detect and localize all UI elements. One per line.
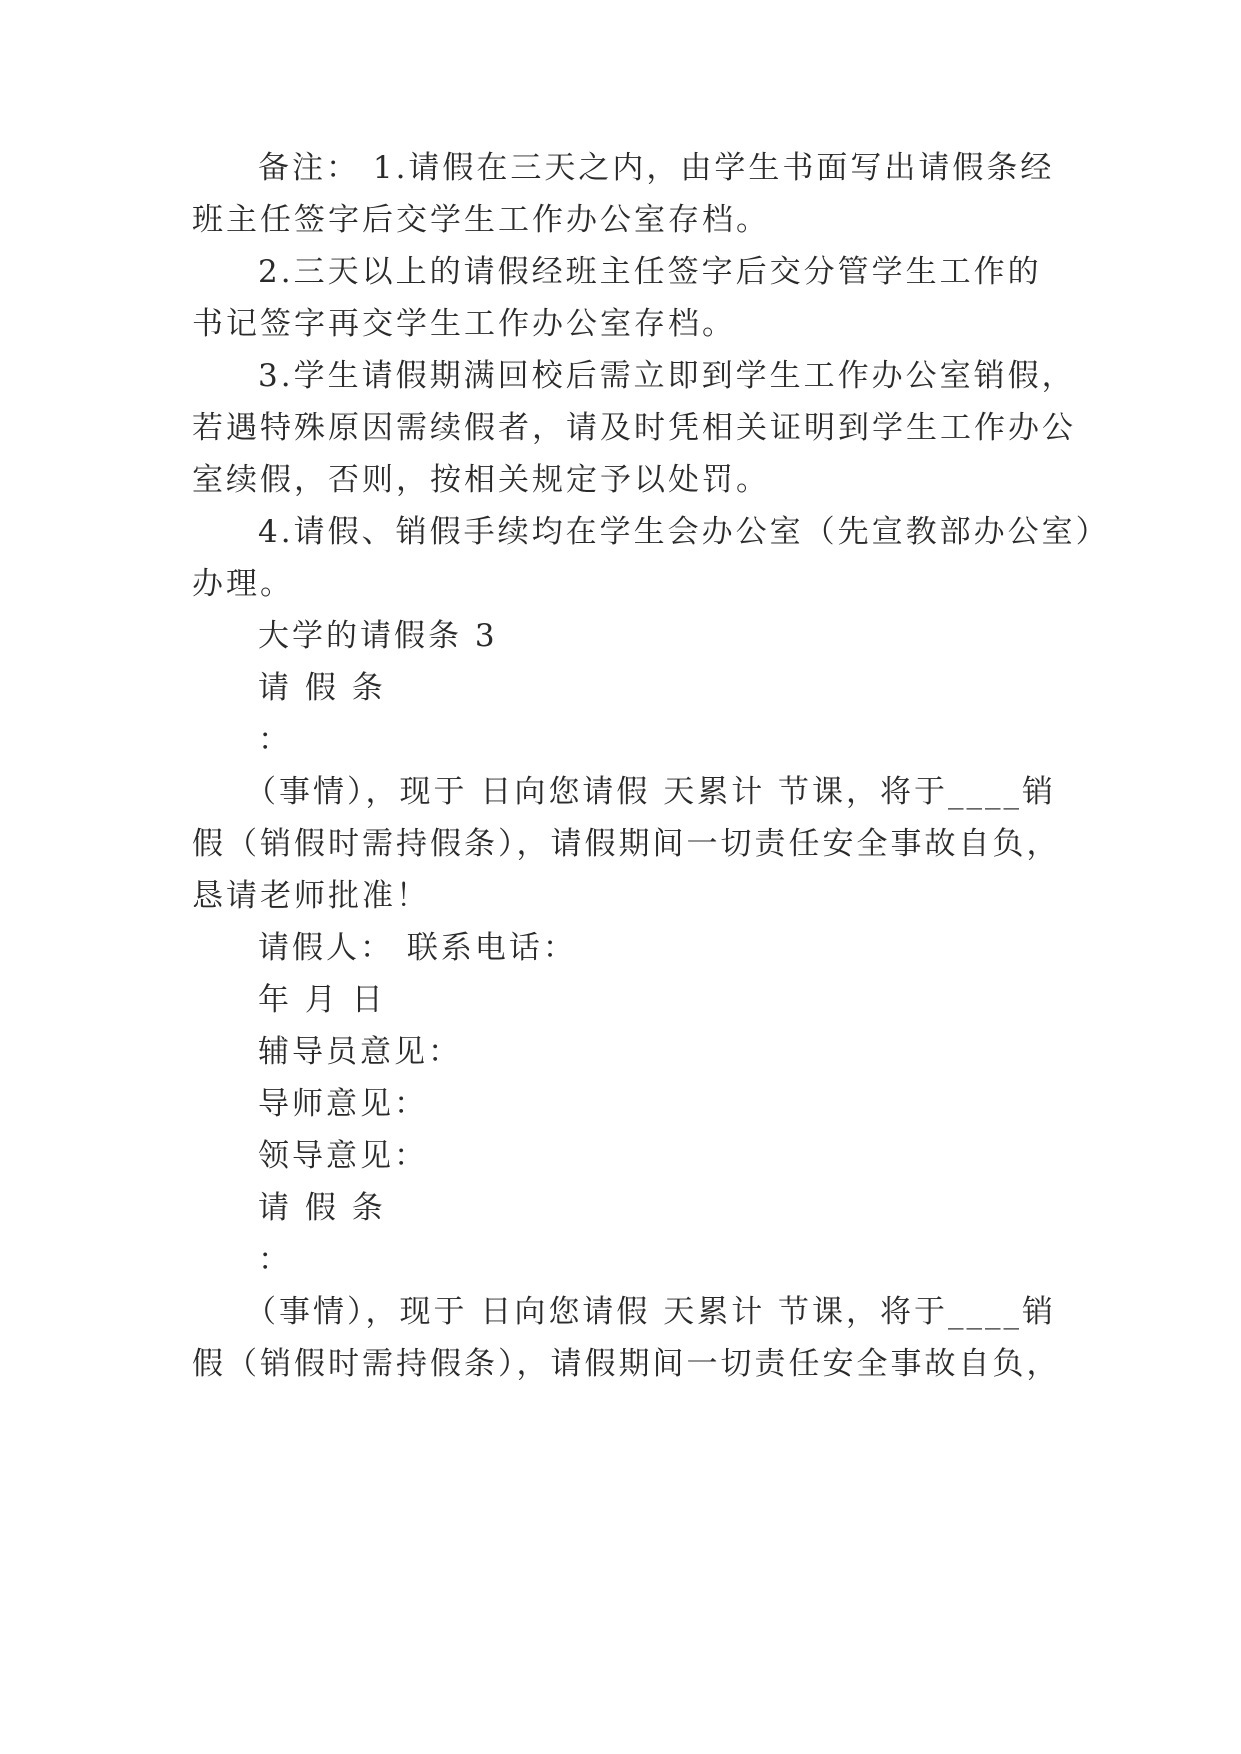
form-1-title: 请 假 条 — [258, 670, 386, 706]
form-1-body-line-3: 恳请老师批准！ — [192, 878, 430, 914]
form-1-leader-opinion: 领导意见： — [258, 1138, 428, 1174]
form-1-counselor-opinion: 辅导员意见： — [258, 1034, 462, 1070]
form-2-body-line-2: 假（销假时需持假条），请假期间一切责任安全事故自负， — [192, 1346, 1061, 1382]
note-2-line-2: 书记签字再交学生工作办公室存档。 — [192, 306, 736, 342]
form-1-tutor-opinion: 导师意见： — [258, 1086, 428, 1122]
note-3-line-2: 若遇特殊原因需续假者，请及时凭相关证明到学生工作办公 — [192, 410, 1076, 446]
form-1-salutation-colon: ： — [258, 722, 292, 758]
form-2-salutation-colon: ： — [258, 1242, 292, 1278]
form-2-title: 请 假 条 — [258, 1190, 386, 1226]
form-2-body-line-1: （事情），现于 日向您请假 天累计 节课，将于____销 — [245, 1294, 1057, 1330]
note-4-line-1: 4.请假、销假手续均在学生会办公室（先宣教部办公室） — [258, 514, 1110, 550]
note-2-line-1: 2.三天以上的请假经班主任签字后交分管学生工作的 — [258, 254, 1042, 290]
form-1-body-line-2: 假（销假时需持假条），请假期间一切责任安全事故自负， — [192, 826, 1061, 862]
section-title: 大学的请假条 3 — [258, 618, 498, 654]
note-4-line-2: 办理。 — [192, 566, 294, 602]
note-3-line-3: 室续假，否则，按相关规定予以处罚。 — [192, 462, 770, 498]
form-1-applicant: 请假人： 联系电话： — [258, 930, 577, 966]
form-1-body-line-1: （事情），现于 日向您请假 天累计 节课，将于____销 — [245, 774, 1057, 810]
note-1-line-2: 班主任签字后交学生工作办公室存档。 — [192, 202, 770, 238]
note-3-line-1: 3.学生请假期满回校后需立即到学生工作办公室销假， — [258, 358, 1076, 394]
form-1-date: 年 月 日 — [258, 982, 386, 1018]
note-1-line-1: 备注： 1.请假在三天之内，由学生书面写出请假条经 — [258, 150, 1055, 186]
